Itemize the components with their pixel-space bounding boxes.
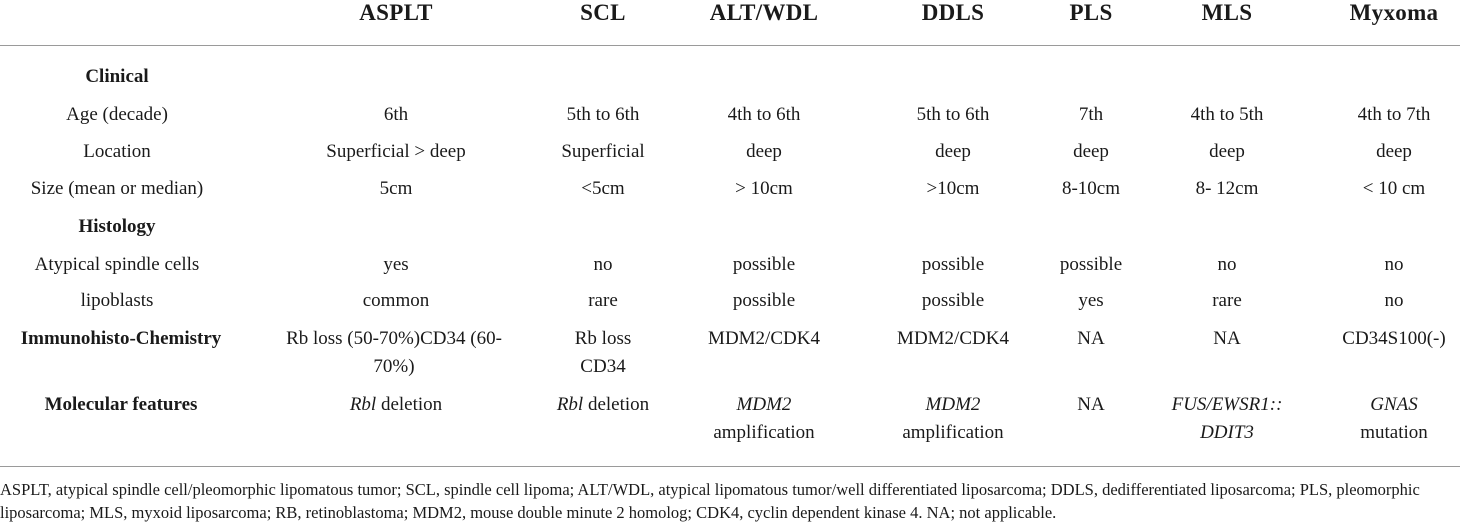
table-cell: no	[1384, 254, 1404, 275]
table-cell: <5cm	[581, 178, 625, 199]
table-cell: deep	[746, 141, 782, 162]
table-cell: possible	[732, 254, 796, 275]
gene-name: GNAS	[1370, 394, 1418, 415]
header-rule	[0, 45, 1460, 46]
table-cell: deep	[1209, 141, 1245, 162]
row-label-age: Age (decade)	[66, 104, 168, 125]
column-header-pls: PLS	[1069, 0, 1113, 25]
row-label-immunohistochemistry: Immunohisto-Chemistry	[20, 328, 222, 349]
table-cell: 4th to 5th	[1190, 104, 1264, 125]
table-cell: Superficial > deep	[326, 141, 466, 162]
section-label-clinical: Clinical	[85, 66, 149, 87]
table-cell: possible	[1059, 254, 1123, 275]
table-cell: 5cm	[379, 178, 413, 199]
row-label-atypical-spindle-cells: Atypical spindle cells	[34, 254, 200, 275]
cell-line: CD34	[580, 356, 626, 377]
row-label-location: Location	[83, 141, 151, 162]
cell-text: deletion	[376, 394, 443, 415]
table-cell: 8-10cm	[1061, 178, 1121, 199]
table-cell: 7th	[1078, 104, 1104, 125]
table-cell: 4th to 6th	[727, 104, 801, 125]
gene-name: FUS/EWSR1::	[1171, 394, 1283, 415]
row-label-lipoblasts: lipoblasts	[80, 290, 154, 311]
gene-name: Rbl	[556, 394, 584, 415]
table-cell: possible	[921, 254, 985, 275]
table-cell: CD34S100(-)	[1342, 328, 1446, 349]
table-cell: >10cm	[926, 178, 980, 199]
table-cell: no	[1217, 254, 1237, 275]
table-cell: yes	[1078, 290, 1104, 311]
table-footnote: ASPLT, atypical spindle cell/pleomorphic lipomatous tumor; SCL, spindle cell lipoma; ALT/WDL, atypical lipomatous tumor/well differentiated liposarcoma; DDLS, dedifferentiated liposarcoma; PLS, pleomorphic liposarcoma; MLS, myxoid liposarcoma; RB, retinoblastoma; MDM2, mouse double minute 2 homolog; CDK4, cyclin dependent kinase 4. NA; not applicable.	[0, 480, 1420, 522]
table-cell: no	[593, 254, 613, 275]
table-cell	[902, 391, 1003, 447]
column-header-mls: MLS	[1201, 0, 1253, 25]
table-cell: deep	[935, 141, 971, 162]
table-cell: yes	[383, 254, 409, 275]
table-cell	[557, 391, 649, 419]
table-cell: possible	[921, 290, 985, 311]
table-cell: NA	[1077, 328, 1105, 349]
table-cell: 5th to 6th	[916, 104, 990, 125]
row-label-size: Size (mean or median)	[30, 178, 204, 199]
table-cell: rare	[1212, 290, 1242, 311]
table-cell: 8- 12cm	[1195, 178, 1259, 199]
table-cell: common	[362, 290, 430, 311]
cell-line: Rb loss (50-70%)CD34 (60-	[286, 328, 502, 349]
column-header-myxoma: Myxoma	[1349, 0, 1439, 25]
table-cell	[575, 325, 632, 381]
cell-line: amplification	[902, 422, 1004, 443]
table-cell: NA	[1213, 328, 1241, 349]
column-header-alt-wdl: ALT/WDL	[709, 0, 819, 25]
table-cell: NA	[1077, 394, 1105, 415]
table-cell: MDM2/CDK4	[897, 328, 1009, 349]
table-cell: 4th to 7th	[1357, 104, 1431, 125]
gene-name: MDM2	[736, 394, 792, 415]
table-cell: > 10cm	[735, 178, 793, 199]
table-cell: deep	[1376, 141, 1412, 162]
table-cell	[286, 325, 502, 381]
table-cell: 5th to 6th	[566, 104, 640, 125]
section-label-histology: Histology	[78, 216, 156, 237]
table-cell: possible	[732, 290, 796, 311]
gene-name: Rbl	[349, 394, 377, 415]
table-cell: MDM2/CDK4	[708, 328, 820, 349]
cell-text: deletion	[583, 394, 650, 415]
table-cell: rare	[588, 290, 618, 311]
column-header-asplt: ASPLT	[359, 0, 433, 25]
gene-name: MDM2	[925, 394, 981, 415]
column-header-scl: SCL	[580, 0, 626, 25]
table-cell: Superficial	[561, 141, 645, 162]
row-label-molecular-features: Molecular features	[44, 394, 198, 415]
table-cell: no	[1384, 290, 1404, 311]
cell-line: Rb loss	[574, 328, 632, 349]
table-cell	[1172, 391, 1283, 447]
bottom-rule	[0, 466, 1460, 467]
table-cell: < 10 cm	[1362, 178, 1426, 199]
table-cell	[1360, 391, 1428, 447]
cell-line: 70%)	[373, 356, 415, 377]
cell-line: amplification	[713, 422, 815, 443]
column-header-ddls: DDLS	[921, 0, 985, 25]
table-cell	[350, 391, 442, 419]
table-cell: deep	[1073, 141, 1109, 162]
table-cell: 6th	[383, 104, 409, 125]
table-cell	[713, 391, 814, 447]
cell-line: mutation	[1360, 422, 1428, 443]
gene-name: DDIT3	[1200, 422, 1254, 443]
